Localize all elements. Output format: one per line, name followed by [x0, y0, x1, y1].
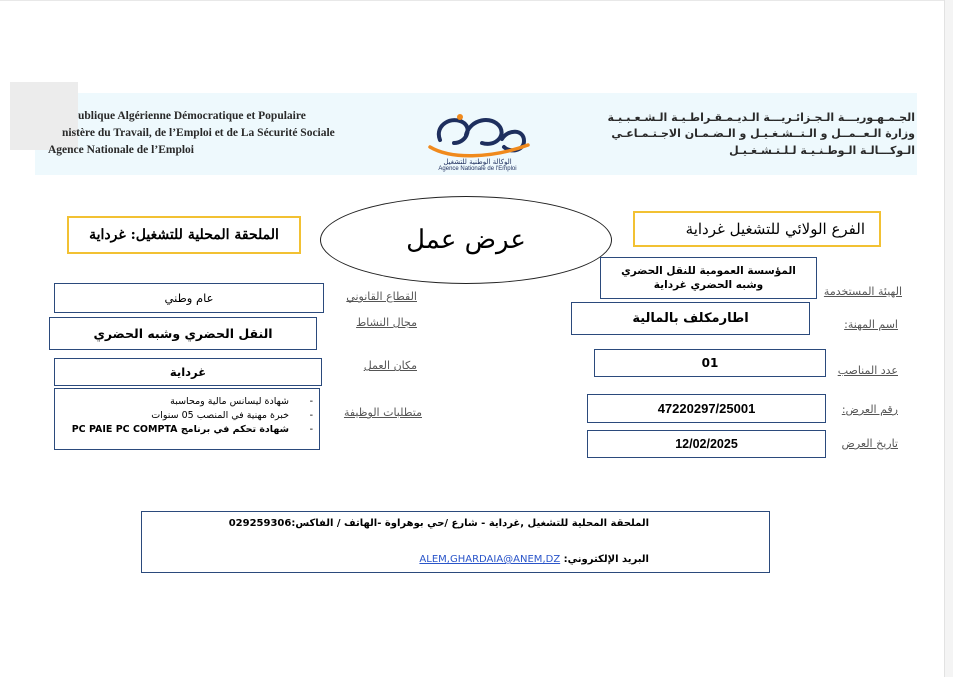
legal-sector-value: عام وطني [164, 291, 214, 305]
activity-value-box [49, 317, 317, 350]
requirements-list [72, 395, 313, 437]
image-placeholder [10, 82, 78, 150]
employer-value-box [600, 257, 817, 299]
job-name-value-box [571, 302, 810, 335]
activity-value: النقل الحضري وشبه الحضري [93, 326, 273, 341]
page-title: عرض عمل [406, 225, 526, 255]
header-ar-line2: وزارة الـعــمــل و الـتــشـغـيـل و الـضـمـان الاجـتـمـاعـي [611, 127, 915, 140]
top-border [0, 0, 944, 1]
requirements-label: متطلبات الوظيفة [343, 406, 422, 419]
requirements-box [54, 388, 320, 450]
header-ar-line1: الجـمـهـوريـــة الـجـزائـريـــة الـديـمـقـراطـيـة الـشـعـبـيـة [607, 111, 915, 124]
positions-label: عدد المناصب [837, 364, 898, 377]
header-fr-line3: Agence Nationale de l’Emploi [48, 144, 194, 156]
employer-label: الهيئة المستخدمة [823, 285, 902, 298]
offer-date-label: تاريخ العرض [841, 437, 898, 450]
legal-sector-label: القطاع القانوني [346, 290, 417, 303]
positions-value-box [594, 349, 826, 377]
contact-email-line [419, 554, 649, 565]
offer-number-value-box [587, 394, 826, 423]
contact-address: الملحقة المحلية للتشغيل ,غرداية - شارع /حي بوهراوة -الهاتف / الفاكس:029259306 [228, 518, 649, 529]
workplace-value: غرداية [169, 365, 207, 379]
workplace-label: مكان العمل [363, 359, 417, 372]
legal-sector-value-box [54, 283, 324, 313]
branch-box [633, 211, 881, 247]
job-name-label: اسم المهنة: [844, 318, 898, 331]
offer-number-value: 47220297/25001 [657, 401, 756, 416]
offer-date-value: 12/02/2025 [675, 437, 738, 451]
offer-date-value-box [587, 430, 826, 458]
logo-text-fr: Agence Nationale de l'Emploi [438, 166, 517, 172]
annex-box [67, 216, 301, 254]
header-fr-line1: ublique Algérienne Démocratique et Populaire [78, 110, 306, 122]
list-item: - شهادة تحكم في برنامج PC PAIE PC COMPTA [71, 424, 313, 435]
header-fr-line2: nistère du Travail, de l’Emploi et de La Sécurité Sociale [62, 127, 335, 139]
list-item: - شهادة ليسانس مالية ومحاسبة [170, 396, 313, 407]
email-label: البريد الإلكتروني: [563, 554, 649, 565]
contact-box [141, 511, 770, 573]
email-link[interactable]: ALEM,GHARDAIA@ANEM,DZ [419, 554, 561, 565]
header-ar-line3: الـوكـــالـة الـوطـنـيـة لـلـتـشـغـيـل [729, 144, 915, 157]
activity-label: مجال النشاط [356, 316, 417, 329]
list-item: - خبرة مهنية في المنصب 05 سنوات [151, 410, 313, 421]
workplace-value-box [54, 358, 322, 386]
title-ellipse [320, 196, 612, 284]
positions-value: 01 [701, 356, 719, 370]
branch-label: الفرع الولائي للتشغيل غرداية [685, 220, 865, 238]
offer-number-label: رقم العرض: [841, 403, 898, 416]
annex-label: الملحقة المحلية للتشغيل: غرداية [89, 227, 279, 243]
employer-value: المؤسسة العمومية للنقل الحضري وشبه الحضري غرداية [621, 265, 796, 291]
vertical-scrollbar[interactable] [944, 0, 953, 677]
logo-text-ar: الوكالة الوطنية للتشغيل [443, 158, 512, 166]
job-name-value: اطارمكلف بالمالية [632, 311, 749, 326]
